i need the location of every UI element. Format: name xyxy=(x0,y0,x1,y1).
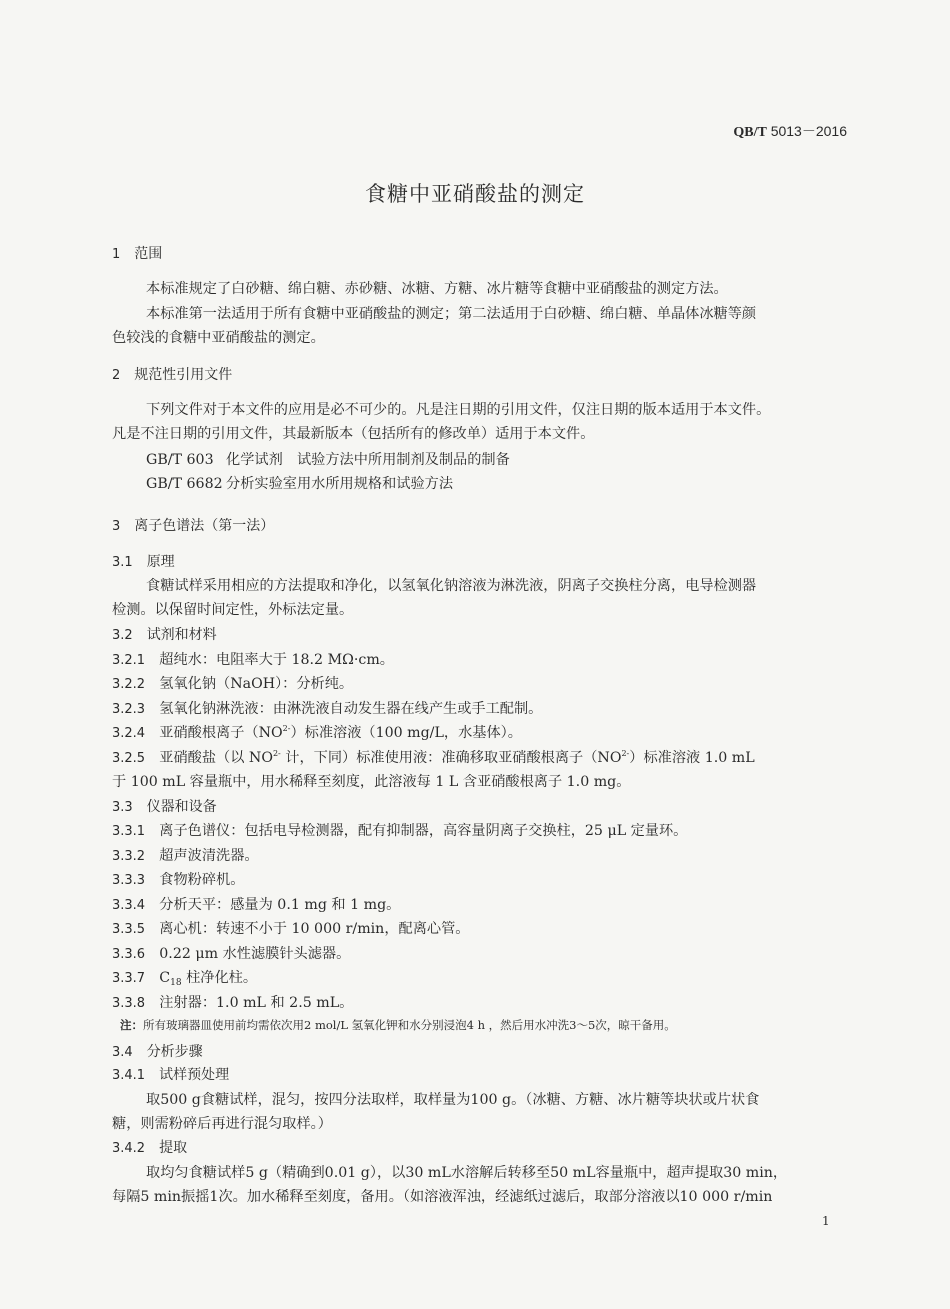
subsection-heading: 3.4.2 提取 xyxy=(112,1140,188,1156)
list-item: 3.2.4 亚硝酸根离子$(NO^{2-})$标准溶液（100 mg/L，水基体）。 xyxy=(112,724,522,741)
paragraph: 取500 g食糖试样，混匀，按四分法取样，取样量为100 g。（冰糖、方糖、冰片糖等块状或片状食 xyxy=(146,1092,760,1108)
subsection-heading: 3.4 分析步骤 xyxy=(112,1044,203,1060)
reference-item: GB/T 603 化学试剂 试验方法中所用制剂及制品的制备 xyxy=(146,452,510,468)
document-title: 食糖中亚硝酸盐的测定 xyxy=(365,182,585,206)
paragraph: 检测。以保留时间定性，外标法定量。 xyxy=(112,602,354,618)
list-item: 3.2.2 氢氧化钠（NaOH）：分析纯。 xyxy=(112,676,354,692)
list-item: 3.2.1 超纯水：电阻率大于 18.2 MΩ·cm。 xyxy=(112,652,394,668)
list-item: 3.3.3 食物粉碎机。 xyxy=(112,872,245,888)
paragraph: 凡是不注日期的引用文件，其最新版本（包括所有的修改单）适用于本文件。 xyxy=(112,426,595,442)
paragraph: 每隔5 min振摇1次。加水稀释至刻度，备用。（如溶液浑浊，经滤纸过滤后，取部分溶液以10 000 r/min xyxy=(112,1189,773,1205)
list-item: 3.3.4 分析天平：感量为 0.1 mg 和 1 mg。 xyxy=(112,897,401,913)
list-item: 3.2.5 亚硝酸盐（以 $NO^{2-}$ 计，下同）标准使用液：准确移取亚硝酸根离子$(NO^{2-})$标准溶液 1.0 mL xyxy=(112,749,755,766)
section-1-heading: 1 范围 xyxy=(112,246,163,262)
section-3-heading: 3 离子色谱法（第一法） xyxy=(112,518,275,534)
list-item: 3.3.6 0.22 μm 水性滤膜针头滤器。 xyxy=(112,946,351,962)
list-item: 3.2.3 氢氧化钠淋洗液：由淋洗液自动发生器在线产生或手工配制。 xyxy=(112,701,543,717)
list-item: 3.3.5 离心机：转速不小于 10 000 r/min，配离心管。 xyxy=(112,921,470,937)
paragraph: 本标准第一法适用于所有食糖中亚硝酸盐的测定；第二法适用于白砂糖、绵白糖、单晶体冰糖等颜 xyxy=(146,306,757,322)
subsection-heading: 3.1 原理 xyxy=(112,554,175,570)
subsection-heading: 3.3 仪器和设备 xyxy=(112,799,217,815)
paragraph: 取均匀食糖试样5 g（精确到0.01 g），以30 mL水溶解后转移至50 mL容量瓶中，超声提取30 min， xyxy=(146,1165,788,1181)
paragraph: 色较浅的食糖中亚硝酸盐的测定。 xyxy=(112,330,325,346)
section-2-heading: 2 规范性引用文件 xyxy=(112,367,233,383)
paragraph: 糖，则需粉碎后再进行混匀取样。） xyxy=(112,1116,332,1132)
paragraph: 食糖试样采用相应的方法提取和净化，以氢氧化钠溶液为淋洗液，阴离子交换柱分离，电导检测器 xyxy=(146,578,757,594)
paragraph: 本标准规定了白砂糖、绵白糖、赤砂糖、冰糖、方糖、冰片糖等食糖中亚硝酸盐的测定方法。 xyxy=(146,281,728,297)
reference-item: GB/T 6682 分析实验室用水所用规格和试验方法 xyxy=(146,476,454,492)
list-item: 3.3.1 离子色谱仪：包括电导检测器，配有抑制器，高容量阴离子交换柱，25 μL 定量环。 xyxy=(112,823,688,839)
note: 注：所有玻璃器皿使用前均需依次用2 mol/L 氢氧化钾和水分别浸泡4 h ，然后用水冲洗3～5次，晾干备用。 xyxy=(120,1018,676,1032)
paragraph: 于 100 mL 容量瓶中，用水稀释至刻度，此溶液每 1 L 含亚硝酸根离子 1.0 mg。 xyxy=(112,774,631,790)
list-item: 3.3.8 注射器：1.0 mL 和 2.5 mL。 xyxy=(112,995,354,1011)
paragraph: 下列文件对于本文件的应用是必不可少的。凡是注日期的引用文件，仅注日期的版本适用于本文件。 xyxy=(146,402,771,418)
subsection-heading: 3.2 试剂和材料 xyxy=(112,627,217,643)
standard-code: QB/T 5013－2016 xyxy=(733,123,847,140)
subsection-heading: 3.4.1 试样预处理 xyxy=(112,1067,230,1083)
list-item: 3.3.7 $C_{18}$ 柱净化柱。 xyxy=(112,970,258,988)
page-number: 1 xyxy=(822,1214,830,1228)
list-item: 3.3.2 超声波清洗器。 xyxy=(112,848,259,864)
